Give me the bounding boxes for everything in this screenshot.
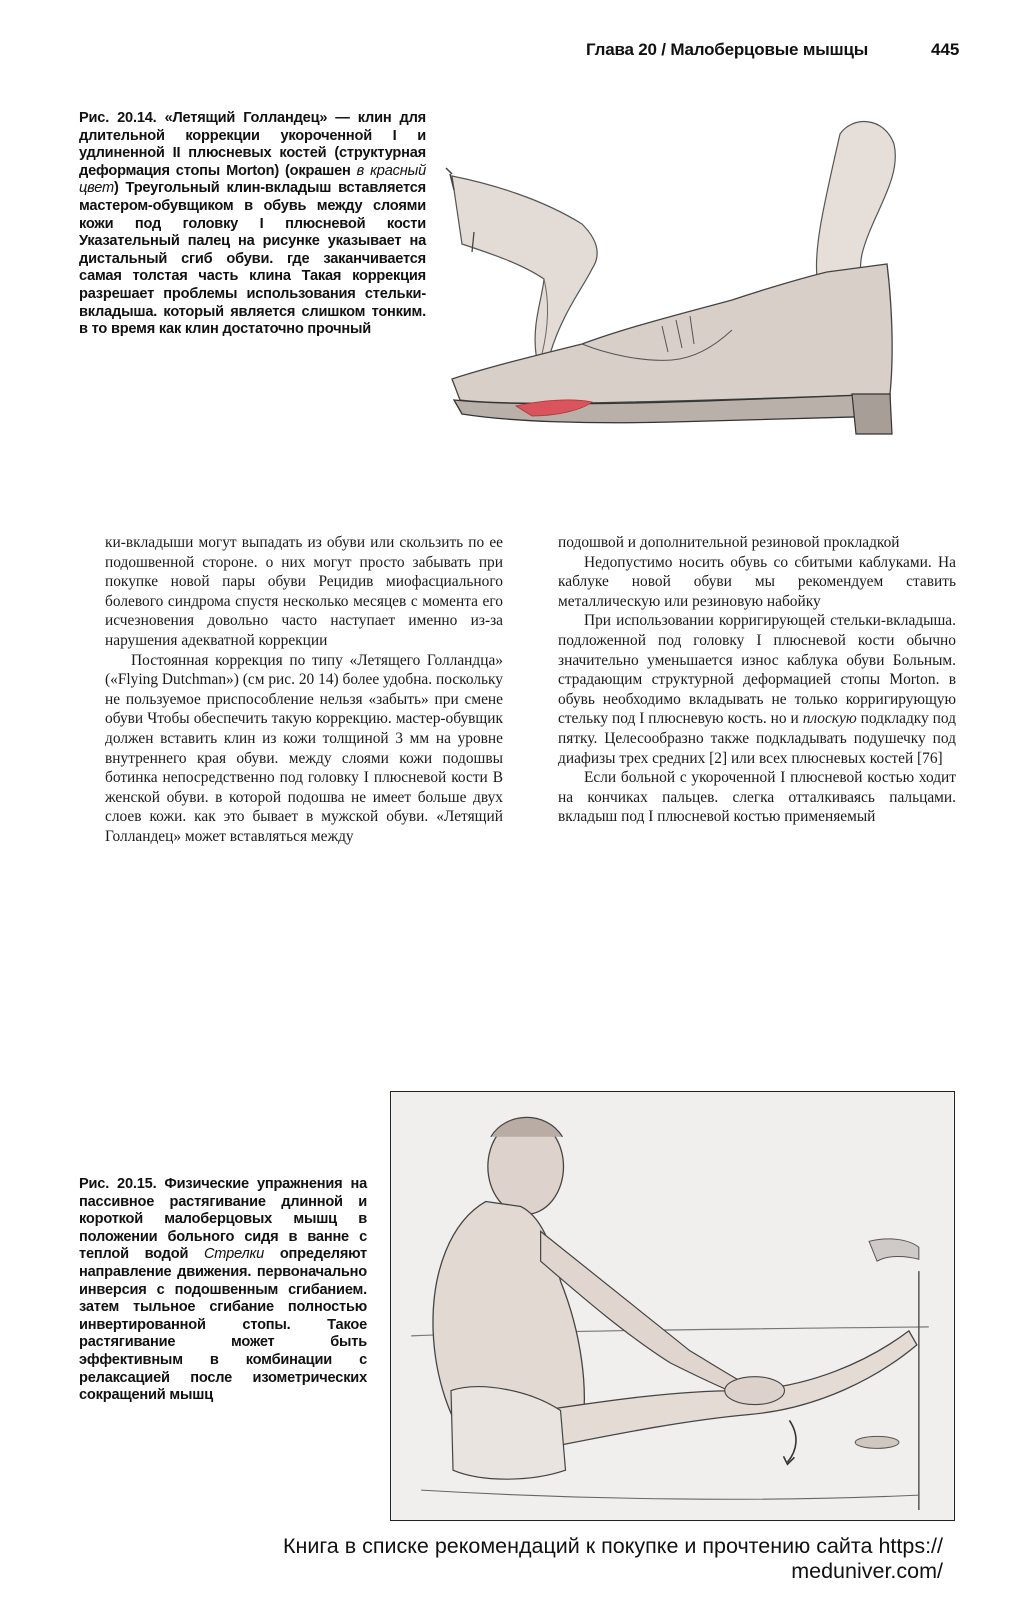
figure-20-15-label: Рис. 20.15 bbox=[79, 1176, 153, 1192]
left-hand-drawing bbox=[452, 176, 597, 371]
caption-text: . Физические упражнения на пассивное растягивание длинной и короткой малоберцовых мышц в положении больного сидя в ванне с теплой водой bbox=[79, 1176, 367, 1263]
body-column-left bbox=[105, 533, 503, 847]
figure-20-14-shoe-illustration bbox=[432, 104, 952, 464]
figure-20-14-label: Рис. 20.14 bbox=[79, 110, 153, 126]
body-paragraph: подошвой и дополнительной резиновой прокладкой bbox=[558, 534, 900, 551]
caption-italic: Стрелки bbox=[203, 1246, 265, 1263]
footer-watermark bbox=[150, 1534, 943, 1584]
figure-20-15-bath-illustration bbox=[390, 1091, 955, 1521]
body-paragraph: Постоянная коррекция по типу «Летящего Голландца» («Flying Dutchman») (см рис. 20 14) более удобна. поскольку не пользуемое приспособление нельзя «забыть» при смене обуви Чтобы обеспечить такую коррекцию. мастер-обувщик должен вставить клин из кожи толщиной 3 мм на уровне внутреннего края обуви. между слоями кожи подошвы ботинка непосредственно под головку I плюсневой кости В женской обуви. в которой подошва не имеет больше двух слоев кожи. как это бывает в мужской обуви. «Летящий Голландец» может вставляться между bbox=[105, 651, 503, 845]
figure-20-15-caption bbox=[79, 1176, 367, 1405]
shoe-upper-drawing bbox=[452, 264, 892, 403]
page-number: 445 bbox=[931, 40, 960, 59]
caption-text-rest: ) Треугольный клин-вкладыш вставляется мастером-обувщиком в обувь между слоями кожи под головку I плюсневой кости Указательный палец на рисунке указывает на дистальный сгиб обуви. где заканчивается самая толстая часть клина Такая коррекция разрешает проблемы использования стельки-вкладыша. который является слишком тонким. в то время как клин достаточно прочный bbox=[79, 180, 426, 338]
page-header bbox=[0, 40, 1025, 66]
foot-drawing bbox=[725, 1377, 785, 1405]
caption-italic: в красный цвет bbox=[79, 162, 426, 197]
caption-text-rest: определяют направление движения. первоначально инверсия с подошвенным сгибанием. затем тыльное сгибание полностью инвертированной стопы. Такое растягивание может быть эффективным в комбинации с релаксацией после изометрических сокращений мышц bbox=[79, 1246, 368, 1404]
body-column-right bbox=[558, 533, 956, 827]
footer-line: meduniver.com/ bbox=[791, 1559, 943, 1583]
shoe-heel-drawing bbox=[852, 394, 892, 434]
body-paragraph: Недопустимо носить обувь со сбитыми каблуками. На каблуке новой обуви мы рекомендуем ставить металлическую или резиновую набойку bbox=[558, 553, 956, 610]
body-paragraph: Если больной с укороченной I плюсневой костью ходит на кончиках пальцев. слегка отталкиваясь пальцами. вкладыш под I плюсневой костью применяемый bbox=[558, 769, 956, 826]
soap-drawing bbox=[855, 1436, 899, 1448]
figure-20-14-caption bbox=[79, 110, 426, 339]
running-head-chapter: Глава 20 / Малоберцовые мышцы bbox=[586, 40, 869, 59]
body-paragraph bbox=[558, 611, 956, 768]
body-text-italic: плоскую bbox=[802, 710, 857, 728]
body-paragraph: ки-вкладыши могут выпадать из обуви или скользить по ее подошвенной стороне. о них могут просто забывать при покупке новой пары обуви Рецидив миофасциального болевого синдрома спустя несколько месяцев с момента его исчезновения довольно часто наступает именно из-за нарушения адекватной коррекции bbox=[105, 534, 503, 649]
caption-text: . «Летящий Голландец» — клин для длительной коррекции укороченной I и удлиненной II плюсневых костей (структурная деформация стопы Morton) (окрашен bbox=[79, 110, 426, 179]
body-text: При использовании корригирующей стельки-вкладыша. подложенной под головку I плюсневой кости обычно значительно уменьшается износ каблука обуви Больным. страдающим структурной деформацией стопы Morton. в обувь необходимо вкладывать не только корригирующую стельку под I плюсневую кость. но и bbox=[558, 612, 956, 728]
footer-line: Книга в списке рекомендаций к покупке и прочтению сайта https:// bbox=[283, 1534, 943, 1558]
body-text: подкладку под пятку. Целесообразно также подкладывать подушечку под диафизы трех средних [2] или всех плюсневых костей [76] bbox=[558, 710, 956, 767]
